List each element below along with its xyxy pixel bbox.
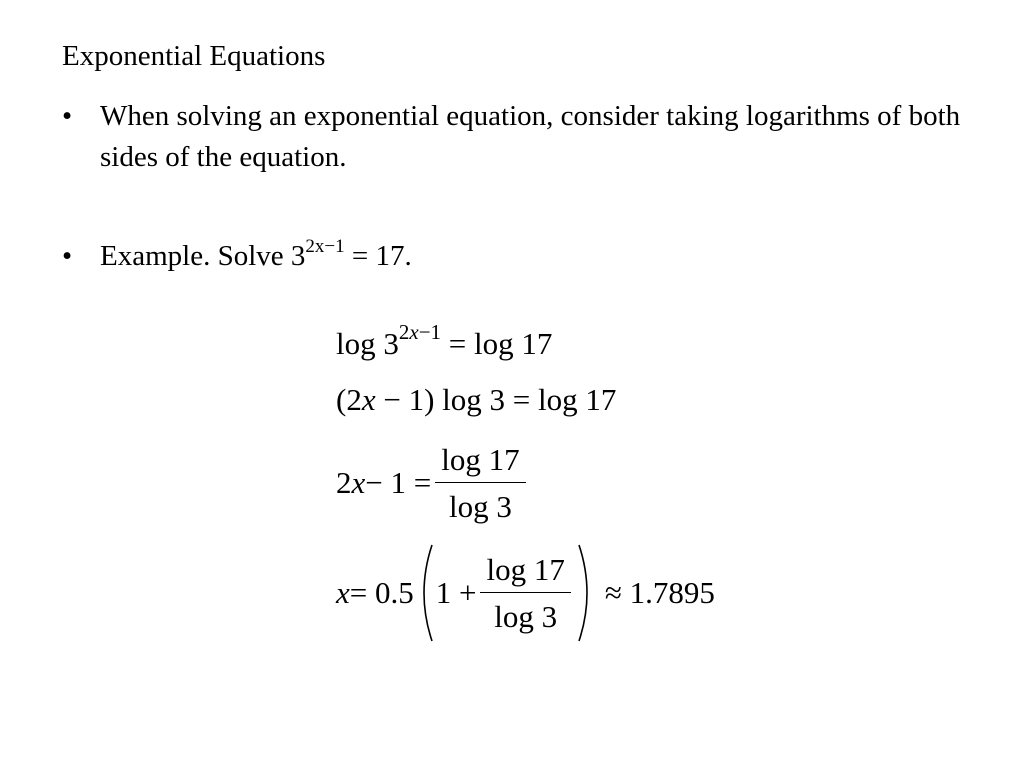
fraction-denominator: log 3	[494, 598, 558, 634]
step4-approx: ≈ 1.7895	[604, 575, 715, 610]
step2-open: (2	[336, 382, 362, 417]
step2-tail: − 1) log 3 = log 17	[375, 382, 617, 417]
bullet-item-strategy	[62, 96, 962, 178]
step4-one-plus: 1 +	[435, 575, 477, 610]
example-statement	[100, 236, 412, 272]
slide-title: Exponential Equations	[62, 40, 326, 72]
fraction-numerator: log 17	[480, 552, 570, 593]
step1-rhs: = log 17	[441, 326, 553, 361]
step4-var: x	[336, 575, 350, 610]
solution-step-2	[336, 382, 616, 418]
fraction-denominator: log 3	[448, 488, 512, 524]
solution-step-4	[336, 543, 715, 643]
step3-tail: − 1 =	[365, 465, 432, 500]
left-paren-icon	[414, 543, 436, 643]
step3-coef: 2	[336, 465, 352, 500]
step3-var: x	[351, 465, 366, 500]
example-exponent: 2x−1	[305, 236, 345, 257]
bullet-list	[62, 96, 962, 277]
solution-step-3	[336, 438, 530, 528]
example-prefix: Example. Solve 3	[100, 240, 306, 272]
step1-lhs: log 3	[336, 326, 399, 361]
step4-fraction	[480, 552, 570, 635]
step4-eq: = 0.5	[349, 575, 414, 610]
example-suffix: = 17.	[344, 240, 412, 272]
step2-var: x	[361, 382, 376, 417]
fraction-numerator: log 17	[435, 442, 525, 483]
step3-fraction	[435, 442, 525, 525]
bullet-marker: •	[62, 100, 73, 132]
step1-exponent: 2x−1	[398, 320, 442, 344]
solution-step-1	[336, 320, 553, 362]
bullet-text: When solving an exponential equation, consider taking logarithms of both sides of the equation.	[100, 100, 961, 173]
bullet-marker: •	[62, 240, 73, 272]
right-paren-icon	[575, 543, 597, 643]
bullet-item-example	[62, 236, 962, 277]
